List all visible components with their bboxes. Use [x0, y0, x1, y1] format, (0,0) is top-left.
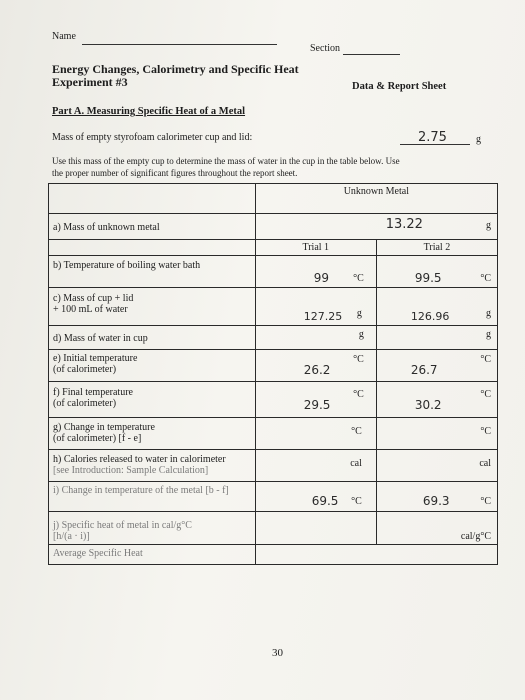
name-label: Name: [52, 31, 76, 42]
instructions-line-2: the proper number of significant figures throughout the report sheet.: [52, 168, 298, 178]
row-f-trial2-unit: °C: [480, 389, 491, 400]
row-f-trial2-cell[interactable]: [376, 382, 497, 418]
row-c-trial2-value: 126.96: [410, 310, 450, 323]
name-field-line[interactable]: [82, 44, 277, 45]
title-line-2: Experiment #3: [52, 75, 128, 89]
instructions-line-1: Use this mass of the empty cup to determine the mass of water in the cup in the table below. Use: [52, 156, 400, 166]
row-c-trial1-cell[interactable]: [255, 288, 376, 326]
row-h-trial1-unit: cal: [350, 458, 362, 469]
row-c-label-2: + 100 mL of water: [53, 304, 128, 315]
row-f-trial1-value: 29.5: [303, 398, 331, 412]
row-a-unit: g: [486, 220, 491, 231]
row-e-label-1: e) Initial temperature: [53, 353, 138, 364]
row-h-label-1: h) Calories released to water in calorimeter: [53, 454, 226, 465]
empty-cup-unit: g: [476, 134, 481, 145]
row-g-trial2-unit: °C: [480, 426, 491, 437]
row-j-trial2-unit: cal/g°C: [460, 531, 491, 542]
section-field-line[interactable]: [343, 54, 400, 55]
row-f-label-1: f) Final temperature: [53, 387, 133, 398]
row-c-trial1-unit: g: [356, 308, 362, 319]
row-h-label: [49, 450, 256, 482]
row-j-trial2-cell[interactable]: [376, 512, 497, 545]
row-i-trial2-cell[interactable]: [376, 482, 497, 512]
row-a-value-cell[interactable]: [255, 214, 497, 240]
row-f-label: [49, 382, 256, 418]
row-d-trial1-cell[interactable]: [255, 326, 376, 350]
report-label: Data & Report Sheet: [352, 81, 447, 92]
unknown-metal-header: Unknown Metal: [255, 184, 497, 214]
row-c-label-1: c) Mass of cup + lid: [53, 293, 134, 304]
row-b-trial2-unit: °C: [480, 273, 491, 284]
row-g-trial1-unit: °C: [351, 426, 362, 437]
row-i-label: i) Change in temperature of the metal [b - f]: [49, 482, 256, 512]
row-e-trial1-cell[interactable]: [255, 350, 376, 382]
data-table: [48, 183, 498, 565]
empty-cup-label: Mass of empty styrofoam calorimeter cup and lid:: [52, 132, 253, 143]
row-c-trial1-value: 127.25: [303, 310, 343, 323]
row-e-label: [49, 350, 256, 382]
row-j-label-1: j) Specific heat of metal in cal/g°C: [53, 520, 192, 531]
row-i-trial2-unit: °C: [480, 496, 491, 507]
row-b-trial2-cell[interactable]: [376, 256, 497, 288]
title-line-1: Energy Changes, Calorimetry and Specific Heat: [52, 62, 299, 76]
worksheet-title: [52, 63, 299, 89]
row-f-trial1-unit: °C: [353, 389, 364, 400]
row-e-trial1-value: 26.2: [303, 363, 331, 377]
row-h-trial1-cell[interactable]: [255, 450, 376, 482]
row-j-label: [49, 512, 256, 545]
row-avg-value-cell[interactable]: [255, 545, 497, 565]
row-b-trial1-unit: °C: [353, 273, 364, 284]
row-f-trial2-value: 30.2: [414, 398, 442, 412]
row-c-trial2-cell[interactable]: [376, 288, 497, 326]
row-b-label: b) Temperature of boiling water bath: [49, 256, 256, 288]
row-g-label-2: (of calorimeter) [f - e]: [53, 433, 142, 444]
trial2-header: Trial 2: [376, 240, 497, 256]
row-d-trial2-unit: g: [486, 329, 491, 340]
row-a-value: 13.22: [385, 217, 423, 232]
row-e-trial2-value: 26.7: [410, 363, 438, 377]
row-c-trial2-unit: g: [486, 308, 491, 319]
row-h-trial2-cell[interactable]: [376, 450, 497, 482]
row-j-trial1-cell[interactable]: [255, 512, 376, 545]
row-g-trial1-cell[interactable]: [255, 418, 376, 450]
row-h-trial2-unit: cal: [479, 458, 491, 469]
row-g-label: [49, 418, 256, 450]
row-i-trial1-cell[interactable]: [255, 482, 376, 512]
section-label: Section: [310, 43, 340, 54]
row-f-label-2: (of calorimeter): [53, 398, 117, 409]
row-b-trial2-value: 99.5: [414, 271, 442, 285]
trial1-header: Trial 1: [255, 240, 376, 256]
row-g-trial2-cell[interactable]: [376, 418, 497, 450]
row-i-trial1-unit: °C: [351, 496, 362, 507]
empty-cup-value: 2.75: [418, 130, 447, 145]
row-d-trial1-unit: g: [358, 329, 364, 340]
row-d-trial2-cell[interactable]: [376, 326, 497, 350]
row-j-label-2: [h/(a · i)]: [53, 531, 90, 542]
page-number: 30: [272, 647, 283, 659]
row-i-trial1-value: 69.5: [311, 494, 339, 508]
row-b-trial1-value: 99: [313, 271, 329, 285]
row-e-label-2: (of calorimeter): [53, 364, 117, 375]
row-c-label: [49, 288, 256, 326]
row-f-trial1-cell[interactable]: [255, 382, 376, 418]
row-avg-label: Average Specific Heat: [49, 545, 256, 565]
row-a-label: a) Mass of unknown metal: [49, 214, 256, 240]
row-g-label-1: g) Change in temperature: [53, 422, 155, 433]
row-i-trial2-value: 69.3: [422, 494, 450, 508]
row-e-trial2-cell[interactable]: [376, 350, 497, 382]
row-h-label-2: [see Introduction: Sample Calculation]: [53, 465, 209, 476]
row-b-trial1-cell[interactable]: [255, 256, 376, 288]
row-d-label: d) Mass of water in cup: [49, 326, 256, 350]
row-e-trial2-unit: °C: [480, 354, 491, 365]
row-e-trial1-unit: °C: [353, 354, 364, 365]
part-a-heading: Part A. Measuring Specific Heat of a Metal: [52, 106, 246, 117]
